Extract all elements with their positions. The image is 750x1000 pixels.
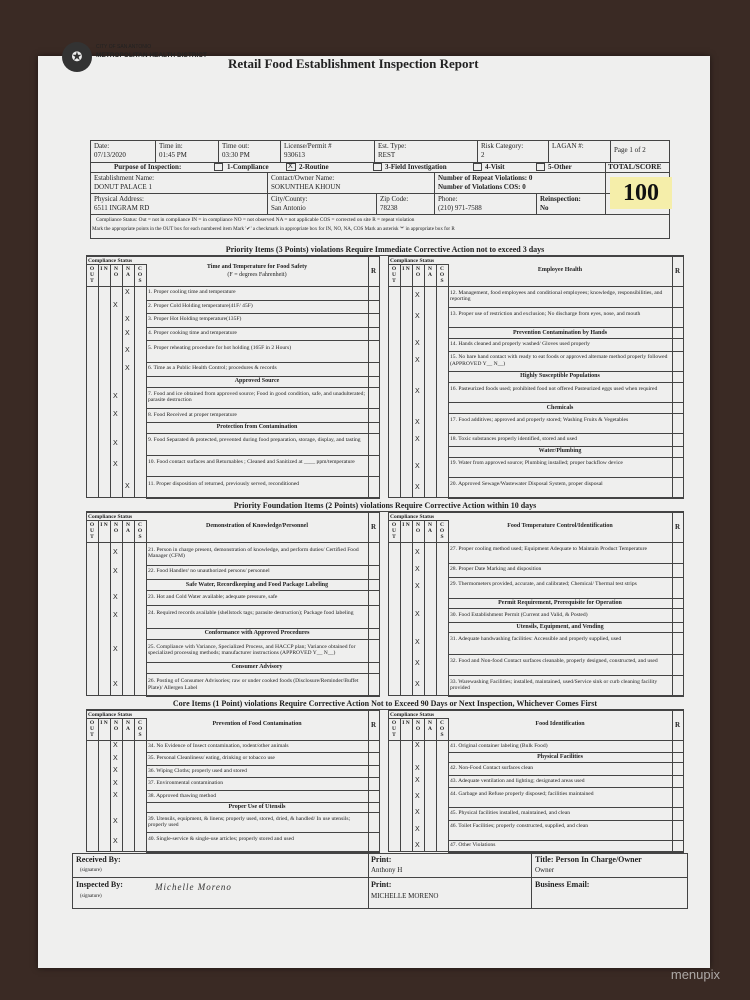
foundation-title: Priority Foundation Items (2 Points) violations Require Corrective Action within 10 days (86, 500, 684, 512)
cos-violations: Number of Violations COS: 0 (438, 183, 526, 191)
priority-left-item: 8. Food Received at proper temperature (148, 411, 237, 418)
priority-right-item: 18. Toxic substances properly identified, stored and used (450, 436, 578, 443)
purpose-field: 3-Field Investigation (385, 163, 447, 171)
foundation-left-item-mark: X (113, 612, 118, 620)
agency-line2: METROPOLITAN HEALTH DISTRICT (96, 52, 207, 59)
core-left-item: 34. No Evidence of Insect contamination, rodent/other animals (148, 742, 289, 749)
foundation-right-col-n: N O (415, 522, 421, 534)
core-left-subheading: Proper Use of Utensils (228, 804, 286, 811)
foundation-right-heading: Food Temperature Control/Identification (507, 523, 613, 529)
core-left-item-mark: X (113, 838, 118, 846)
zip-label: Zip Code: (380, 195, 409, 203)
core-right-item: 47. Other Violations (450, 842, 496, 849)
phone-value: (210) 971-7588 (438, 204, 482, 212)
inspector-signature: Michelle Moreno (155, 882, 232, 892)
license-label: License/Permit # (284, 142, 332, 150)
foundation-left-item: 23. Hot and Cold Water available; adequate pressure, safe (148, 594, 278, 601)
compliance-checkbox[interactable] (214, 163, 223, 171)
priority-left-col-a: N A (126, 266, 130, 278)
priority-left-item: 10. Food contact surfaces and Returnables ; Cleaned and Sanitized at ____ ppm/temperature (148, 458, 355, 465)
reinspection-value: No (540, 204, 549, 212)
priority-left-item-mark: X (125, 288, 130, 296)
priority-left-item: 4. Proper cooking time and temperature (148, 330, 237, 337)
priority-title: Priority Items (3 Points) violations Require Immediate Corrective Action not to exceed 3 days (86, 244, 684, 256)
foundation-left-subheading: Conformance with Approved Procedures (204, 630, 310, 637)
repeat-violations: Number of Repeat Violations: 0 (438, 174, 533, 182)
foundation-left-col-a: N A (126, 522, 130, 534)
foundation-left-col-o: O U T (89, 522, 95, 540)
priority-right-item: 19. Water from approved source; Plumbing installed; proper backflow device (450, 460, 623, 467)
foundation-right-item: 27. Proper cooling method used; Equipment Adequate to Maintain Product Temperature (450, 546, 647, 553)
core-left-item: 40. Single-service & single-use articles; properly stored and used (148, 835, 294, 842)
priority-right-item-mark: X (415, 340, 420, 348)
foundation-left-item: 26. Posting of Consumer Advisories; raw or under cooked foods (Disclosure/Reminder/Buffet Plate)/ Allergen Label (148, 678, 359, 691)
core-right-item: 44. Garbage and Refuse properly disposed; facilities maintained (450, 790, 594, 797)
priority-right-subheading: Prevention Contamination by Hands (512, 329, 608, 336)
priority-left-subheading: Approved Source (234, 378, 280, 385)
core-right-item-mark: X (415, 764, 420, 772)
priority-left-item-mark: X (113, 302, 118, 310)
reinspection-label: Reinspection: (540, 195, 581, 203)
purpose-other: 5-Other (548, 163, 572, 171)
date-label: Date: (94, 142, 110, 150)
routine-check-mark: X (288, 163, 293, 170)
priority-right-col-c: C O S (439, 266, 445, 284)
foundation-right-subheading: Permit Requirement, Prerequisite for Operation (498, 600, 622, 607)
report-title: Retail Food Establishment Inspection Report (228, 56, 479, 71)
time-out-label: Time out: (222, 142, 250, 150)
priority-left-item-mark: X (125, 315, 130, 323)
foundation-left-item-mark: X (113, 646, 118, 654)
core-right-heading: Food Identification (535, 721, 585, 727)
foundation-left-item: 25. Compliance with Variance, Specialized Process, and HACCP plan; Variance obtained for specialized processing methods; manufacturer instructions (APPROVED Y__ N__) (148, 643, 356, 657)
core-right-col-r: R (675, 721, 681, 729)
core-left-item: 35. Personal Cleanliness/ eating, drinking or tobacco use (148, 755, 275, 762)
received-by-label: Received By: (76, 855, 121, 864)
foundation-right-compliance-status-header: Compliance Status (390, 514, 435, 520)
core-right-col-n: N O (415, 720, 421, 732)
foundation-left-item-mark: X (113, 549, 118, 557)
foundation-right-item-mark: X (415, 583, 420, 591)
inspected-signature-note: (signature) (80, 894, 102, 899)
priority-left-col-n: N O (113, 266, 119, 278)
risk-label: Risk Category: (481, 142, 524, 150)
core-right-col-a: N A (428, 720, 432, 732)
core-left-item: 38. Approved thawing method (148, 792, 217, 799)
priority-left-item: 1. Proper cooling time and temperature (148, 289, 236, 296)
core-left-col-a: N A (126, 720, 130, 732)
foundation-right-col-i: I N (402, 522, 410, 528)
core-right-subheading: Physical Facilities (537, 754, 583, 761)
time-in-label: Time in: (159, 142, 183, 150)
priority-right-subheading: Highly Susceptible Populations (520, 373, 600, 380)
priority-left-item: 5. Proper reheating procedure for hot holding (165F in 2 Hours) (148, 344, 292, 351)
time-out-value: 03:30 PM (222, 151, 250, 159)
foundation-right-col-a: N A (428, 522, 432, 534)
priority-left-item-mark: X (113, 393, 118, 401)
priority-right-item: 15. No bare hand contact with ready to eat foods or approved alternate method properly followed (APPROVED Y__ N__) (450, 354, 668, 367)
foundation-right-col-o: O U T (391, 522, 397, 540)
owner-value: SOKUNTHEA KHOUN (271, 183, 341, 191)
priority-right-col-o: O U T (391, 266, 397, 284)
core-right-item-mark: X (415, 809, 420, 817)
total-score-label: TOTAL/SCORE (608, 162, 662, 171)
priority-right-col-n: N O (415, 266, 421, 278)
core-left-item-mark: X (113, 779, 118, 787)
core-right-item: 45. Physical facilities installed, maintained, and clean (450, 809, 571, 816)
foundation-right-item-mark: X (415, 681, 420, 689)
risk-value: 2 (481, 151, 485, 159)
city-seal-icon: ✪ (62, 42, 92, 72)
priority-right-compliance-status-header: Compliance Status (390, 258, 435, 264)
foundation-left-col-r: R (371, 523, 377, 531)
foundation-right-subheading: Utensils, Equipment, and Vending (516, 623, 604, 630)
agency-line1: CITY OF SAN ANTONIO (96, 44, 152, 50)
total-score-value: 100 (610, 177, 672, 209)
priority-right-heading: Employee Health (537, 267, 583, 273)
date-value: 07/13/2020 (94, 151, 126, 159)
received-print-label: Print: (371, 855, 392, 864)
est-name-label: Establishment Name: (94, 174, 155, 182)
received-print-value: Anthony H (371, 866, 403, 874)
priority-right-item-mark: X (415, 435, 420, 443)
priority-left-item-mark: X (125, 329, 130, 337)
core-title: Core Items (1 Point) violations Require Corrective Action Not to Exceed 90 Days or Next Inspection, Whichever Comes First (86, 698, 684, 710)
priority-right-subheading: Chemicals (546, 404, 574, 411)
priority-left-item: 6. Time as a Public Health Control; procedures & records (148, 365, 277, 372)
core-left-col-c: C O S (137, 720, 143, 738)
priority-right-item-mark: X (415, 356, 420, 364)
core-right-compliance-status-header: Compliance Status (390, 712, 435, 718)
foundation-right-item-mark: X (415, 548, 420, 556)
priority-right-item: 16. Pasteurized foods used; prohibited food not offered Pasteurized eggs used when required (450, 385, 658, 392)
foundation-left-subheading: Consumer Advisory (231, 664, 283, 671)
core-right-item-mark: X (415, 841, 420, 849)
priority-left-compliance-status-header: Compliance Status (88, 258, 133, 264)
priority-right-subheading: Water/Plumbing (538, 448, 582, 455)
compliance-legend-2: Mark the appropriate points in the OUT box for each numbered item Mark '✔' a checkmark in appropriate box for IN, NO, NA, COS Mark an asterisk '*' in appropriate box for R (92, 226, 455, 232)
priority-left-item-mark: X (113, 461, 118, 469)
received-signature-note: (signature) (80, 868, 102, 873)
inspected-by-label: Inspected By: (76, 880, 123, 889)
priority-left-item: 7. Food and ice obtained from approved source; Food in good condition, safe, and unadulterated; parasite destruction (148, 390, 366, 404)
foundation-right-item: 32. Food and Non-food Contact surfaces cleanable, properly designed, constructed, and used (450, 657, 658, 664)
foundation-left-heading: Demonstration of Knowledge/Personnel (206, 523, 308, 529)
foundation-right-col-r: R (675, 523, 681, 531)
foundation-right-item: 31. Adequate handwashing facilities: Accessible and properly supplied, used (450, 636, 622, 643)
foundation-right-item: 33. Warewashing Facilities; installed, maintained, used/Service sink or curb cleaning facility provided (450, 678, 658, 692)
business-email-label: Business Email: (535, 880, 590, 889)
field-investigation-checkbox[interactable] (373, 163, 382, 171)
priority-left-item-mark: X (113, 411, 118, 419)
license-value: 930613 (284, 151, 305, 159)
other-checkbox[interactable] (536, 163, 545, 171)
priority-right-col-i: I N (402, 266, 410, 272)
priority-left-heading-sub: (F = degrees Fahrenheit) (227, 272, 287, 278)
time-in-value: 01:45 PM (159, 151, 187, 159)
priority-left-item-mark: X (125, 347, 130, 355)
foundation-right-item: 30. Food Establishment Permit (Current and Valid, & Posted) (450, 611, 588, 618)
core-right-item-mark: X (415, 793, 420, 801)
priority-right-item-mark: X (415, 462, 420, 470)
core-right-col-i: I N (402, 720, 410, 726)
core-right-col-o: O U T (391, 720, 397, 738)
foundation-left-item: 24. Required records available (shellstock tags; parasite destruction); Package food labeling (148, 609, 354, 616)
zip-value: 78238 (380, 204, 398, 212)
person-title-label: Title: Person In Charge/Owner (535, 855, 642, 864)
priority-left-subheading: Protection from Contamination (216, 424, 298, 431)
watermark: menupix (670, 967, 720, 982)
core-left-heading: Prevention of Food Contamination (212, 721, 302, 727)
est-type-value: REST (378, 151, 396, 159)
lagan-label: LAGAN #: (552, 142, 584, 150)
priority-left-col-r: R (371, 267, 377, 275)
priority-left-item: 9. Food Separated & protected, prevented during food preparation, storage, display, and tasting (148, 437, 361, 444)
core-right-item: 42. Non-Food Contact surfaces clean (450, 765, 534, 772)
core-left-compliance-status-header: Compliance Status (88, 712, 133, 718)
priority-right-item-mark: X (415, 388, 420, 395)
priority-right-col-a: N A (428, 266, 432, 278)
priority-left-item-mark: X (113, 439, 118, 447)
priority-left-item-mark: X (125, 364, 130, 372)
core-left-item: 39. Utensils, equipment, & linens; properly used, stored, dried, & handled/ In use utensils; properly used (148, 815, 351, 829)
priority-left-heading: Time and Temperature for Food Safety (206, 264, 308, 270)
foundation-left-item: 21. Person in charge present, demonstration of knowledge, and perform duties/ Certified Food Manager (CFM) (148, 546, 359, 560)
priority-right-item-mark: X (415, 292, 420, 300)
owner-label: Contact/Owner Name: (271, 174, 335, 182)
core-right-item-mark: X (415, 825, 420, 833)
visit-checkbox[interactable] (473, 163, 482, 171)
priority-left-item: 2. Proper Cold Holding temperature(41F/ 45F) (148, 302, 253, 309)
foundation-left-item-mark: X (113, 567, 118, 575)
priority-right-item: 17. Food additives; approved and properly stored; Washing Fruits & Vegetables (450, 416, 629, 423)
priority-left-col-c: C O S (137, 266, 143, 284)
core-left-item: 37. Environmental contamination (148, 780, 224, 787)
priority-left-col-i: I N (100, 266, 108, 272)
city-value: San Antonio (271, 204, 306, 212)
compliance-legend-1: Compliance Status: Out = not in compliance IN = in compliance NO = not observed NA = not applicable COS = corrected on site R = repeat violation (96, 217, 415, 223)
priority-right-item: 20. Approved Sewage/Wastewater Disposal System, proper disposal (450, 481, 603, 488)
foundation-left-col-n: N O (113, 522, 119, 534)
priority-right-item-mark: X (415, 313, 420, 321)
foundation-right-col-c: C O S (439, 522, 445, 540)
core-left-col-n: N O (113, 720, 119, 732)
foundation-left-item-mark: X (113, 680, 118, 688)
priority-right-item: 12. Management, food employees and conditional employees; knowledge, responsibilities, and reporting (450, 289, 663, 303)
purpose-label: Purpose of Inspection: (114, 163, 182, 171)
priority-right-item: 13. Proper use of restriction and exclusion; No discharge from eyes, nose, and mouth (450, 310, 641, 317)
est-name-value: DONUT PALACE 1 (94, 183, 152, 191)
priority-right-item-mark: X (415, 419, 420, 427)
foundation-left-compliance-status-header: Compliance Status (88, 514, 133, 520)
purpose-visit: 4-Visit (485, 163, 505, 171)
foundation-right-item-mark: X (415, 660, 420, 668)
core-right-item: 46. Toilet Facilities; properly constructed, supplied, and clean (450, 823, 589, 830)
core-right-item: 41. Original container labeling (Bulk Food) (450, 742, 548, 749)
core-right-item: 43. Adequate ventilation and lighting; designated areas used (450, 777, 585, 784)
foundation-right-item-mark: X (415, 638, 420, 646)
core-left-item: 36. Wiping Cloths; properly used and stored (148, 767, 247, 774)
address-value: 6511 INGRAM RD (94, 204, 150, 212)
priority-left-item: 3. Proper Hot Holding temperature(135F) (148, 316, 242, 323)
inspected-print-value: MICHELLE MORENO (371, 892, 439, 900)
core-left-item-mark: X (113, 767, 118, 775)
foundation-left-item-mark: X (113, 593, 118, 601)
priority-left-item: 11. Proper disposition of returned, previously served, reconditioned (148, 480, 300, 487)
priority-right-col-r: R (675, 267, 681, 275)
priority-left-item-mark: X (125, 483, 130, 491)
foundation-left-subheading: Safe Water, Recordkeeping and Food Package Labeling (185, 581, 329, 588)
foundation-right-item-mark: X (415, 565, 420, 573)
purpose-compliance: 1-Compliance (227, 163, 269, 171)
foundation-right-item: 29. Thermometers provided, accurate, and calibrated; Chemical/ Thermal test strips (450, 580, 637, 587)
priority-right-item: 14. Hands cleaned and properly washed/ Gloves used properly (450, 340, 590, 347)
purpose-routine: 2-Routine (299, 163, 329, 171)
core-left-item-mark: X (113, 818, 118, 826)
foundation-right-item: 28. Proper Date Marking and disposition (450, 566, 542, 573)
city-label: City/County: (271, 195, 308, 203)
core-left-col-r: R (371, 721, 377, 729)
address-label: Physical Address: (94, 195, 144, 203)
foundation-left-col-c: C O S (137, 522, 143, 540)
core-right-col-c: C O S (439, 720, 445, 738)
core-left-col-i: I N (100, 720, 108, 726)
core-left-col-o: O U T (89, 720, 95, 738)
phone-label: Phone: (438, 195, 458, 203)
core-left-item-mark: X (113, 742, 118, 750)
core-right-item-mark: X (415, 777, 420, 785)
foundation-right-item-mark: X (415, 611, 420, 619)
core-right-item-mark: X (415, 742, 420, 750)
core-left-item-mark: X (113, 754, 118, 762)
foundation-left-col-i: I N (100, 522, 108, 528)
foundation-left-item: 22. Food Handler/ no unauthorized persons/ personnel (148, 568, 270, 575)
inspected-print-label: Print: (371, 880, 392, 889)
page-indicator: Page 1 of 2 (614, 146, 646, 154)
priority-right-item-mark: X (415, 483, 420, 491)
est-type-label: Est. Type: (378, 142, 407, 150)
person-title-value: Owner (535, 866, 555, 874)
priority-left-col-o: O U T (89, 266, 95, 284)
core-left-item-mark: X (113, 792, 118, 799)
